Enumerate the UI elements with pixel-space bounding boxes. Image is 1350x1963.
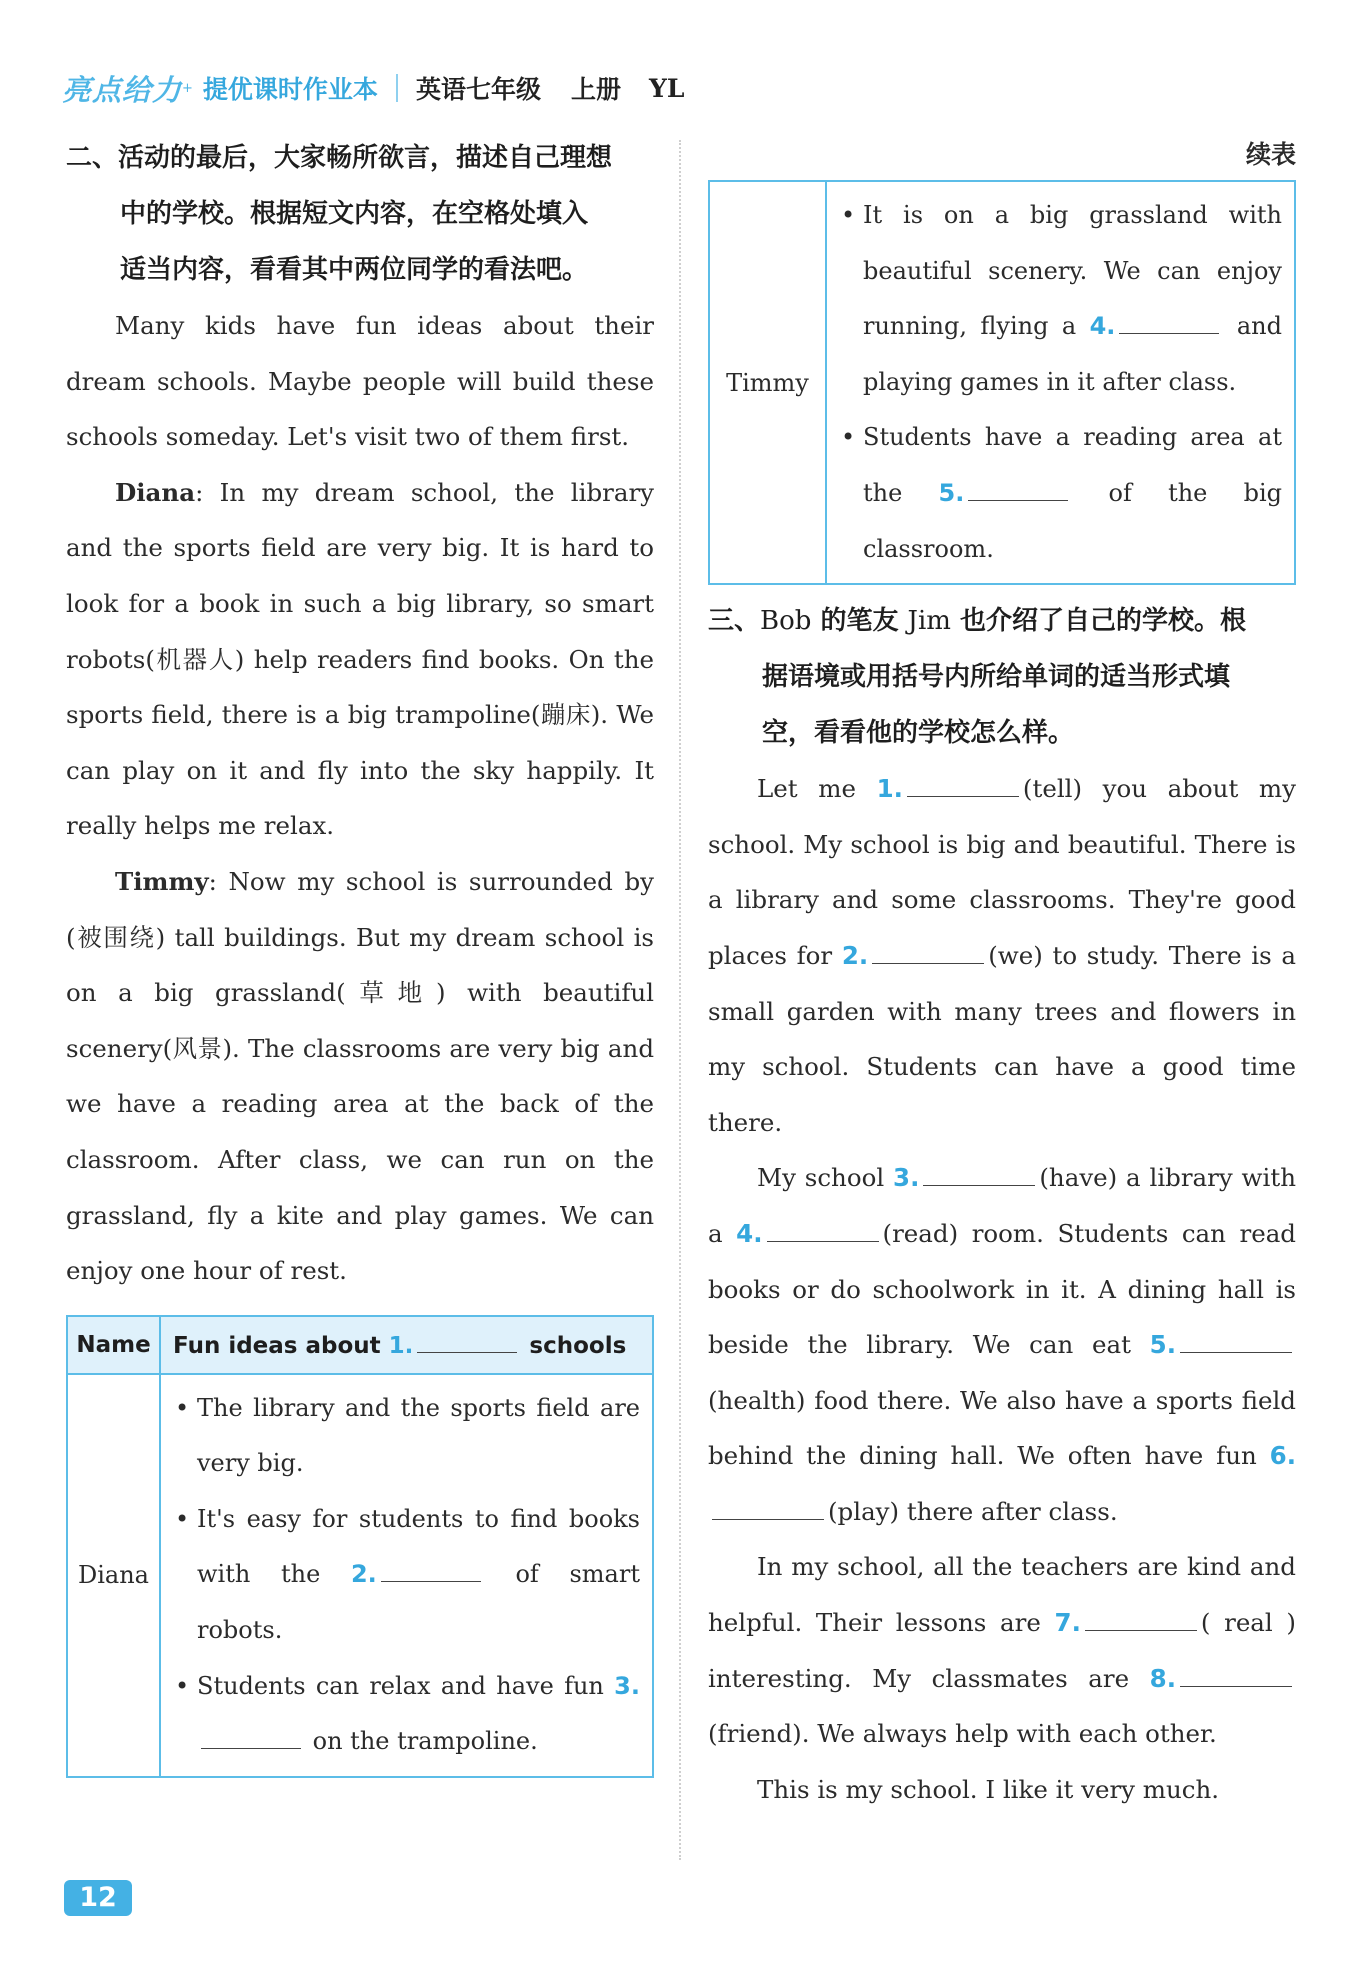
idea-text: on the trampoline. — [312, 1727, 538, 1756]
ideas-table — [66, 1315, 654, 1778]
para-text: (read) room. Students can read books or do schoolwork in it. A dining hall is beside the library. We can eat — [708, 1218, 1296, 1360]
blank-3[interactable] — [201, 1727, 301, 1749]
list-item — [841, 410, 1282, 577]
q4-number: 4. — [736, 1218, 763, 1248]
idea-text: and playing games in it after class. — [863, 312, 1282, 396]
blank-1[interactable] — [417, 1331, 517, 1353]
table-header-row — [67, 1316, 653, 1374]
col-name-header: Name — [67, 1316, 160, 1374]
blank-5-number: 5. — [938, 478, 965, 507]
heading-part: 也介绍了自己的学校。根 — [950, 606, 1246, 637]
heading-part: 三、 — [708, 606, 761, 637]
col-ideas-text: Fun ideas about — [173, 1332, 381, 1359]
q7-blank[interactable] — [1085, 1609, 1197, 1631]
header-divider — [396, 74, 398, 102]
volume-label: 上册 — [570, 75, 621, 104]
para-text: (play) there after class. — [828, 1496, 1118, 1526]
timmy-name-cell: Timmy — [709, 181, 826, 584]
brand-logo: 亮点给力 — [62, 72, 183, 107]
edition-label: YL — [648, 73, 685, 103]
jim-paragraph-3 — [708, 1539, 1296, 1761]
list-item — [175, 1659, 640, 1770]
idea-text: of smart robots. — [197, 1560, 640, 1645]
subject-title: 英语七年级 — [415, 75, 541, 104]
para-text: (tell) you about my school. My school is big and beautiful. There is a library and some classrooms. They're good places for — [708, 774, 1296, 970]
q6-blank[interactable] — [712, 1498, 824, 1520]
q3-blank[interactable] — [923, 1164, 1035, 1186]
section-3-heading-line1 — [708, 606, 1246, 636]
list-item — [841, 188, 1282, 410]
q2-blank[interactable] — [872, 942, 984, 964]
right-column — [708, 130, 1296, 1817]
page-number: 12 — [64, 1880, 132, 1916]
blank-4-number: 4. — [1089, 312, 1116, 341]
idea-text: It is on a big grassland with beautiful scenery. We can enjoy running, flying a — [863, 201, 1282, 341]
timmy-speaker: Timmy — [115, 866, 209, 896]
blank-5[interactable] — [968, 479, 1068, 501]
para-text: (health) food there. We also have a sports field behind the dining hall. We often have fun — [708, 1385, 1296, 1471]
jim-paragraph-1 — [708, 761, 1296, 1150]
blank-3-number: 3. — [614, 1671, 640, 1700]
blank-2[interactable] — [381, 1560, 481, 1582]
jim-paragraph-4: This is my school. I like it very much. — [757, 1774, 1220, 1804]
diana-ideas-list — [161, 1375, 652, 1776]
blank-2-number: 2. — [350, 1560, 377, 1589]
section-2-heading-line2: 中的学校。根据短文内容，在空格处填入 — [120, 199, 589, 229]
idea-text: Students have a reading area at the — [863, 423, 1282, 507]
para-text: (have) a library with a — [708, 1163, 1296, 1248]
list-item — [175, 1492, 640, 1659]
para-text: My school — [757, 1163, 885, 1193]
jim-paragraph-2 — [708, 1150, 1296, 1539]
q5-number: 5. — [1149, 1330, 1176, 1360]
series-title: 提优课时作业本 — [202, 75, 378, 104]
para-text: (we) to study. There is a small garden with many trees and flowers in my school. Students can have a good time there. — [708, 940, 1296, 1137]
section-3-heading-line2: 据语境或用括号内所给单词的适当形式填 — [762, 662, 1231, 693]
q1-number: 1. — [876, 774, 903, 804]
para-text: Let me — [757, 774, 856, 804]
table-row — [67, 1374, 653, 1777]
diana-speaker: Diana — [115, 477, 196, 507]
diana-ideas-cell — [160, 1374, 653, 1777]
col-ideas-header — [160, 1316, 653, 1374]
q1-blank[interactable] — [907, 775, 1019, 797]
timmy-ideas-list — [827, 182, 1294, 583]
section-2-heading-line1: 二、活动的最后，大家畅所欲言，描述自己理想 — [66, 143, 613, 173]
page-header — [62, 62, 684, 114]
section-3-heading — [708, 593, 1296, 761]
blank-1-number: 1. — [388, 1332, 414, 1359]
section-2-heading — [66, 130, 654, 298]
heading-part: 的笔友 — [811, 606, 908, 637]
para-text: ( real ) interesting. My classmates are — [708, 1608, 1296, 1693]
blank-4[interactable] — [1119, 312, 1219, 334]
section-3-heading-line3: 空，看看他的学校怎么样。 — [762, 718, 1075, 749]
intro-paragraph: Many kids have fun ideas about their dream schools. Maybe people will build these schools someday. Let's visit two of them first. — [66, 311, 654, 452]
idea-text: It's easy for students to find books with the — [197, 1504, 640, 1589]
idea-text: Students can relax and have fun — [197, 1671, 604, 1700]
para-text: (friend). We always help with each other. — [708, 1719, 1217, 1749]
diana-paragraph — [66, 465, 654, 854]
timmy-ideas-cell — [826, 181, 1295, 584]
table-row — [709, 181, 1295, 584]
diana-text: : In my dream school, the library and the sports field are very big. It is hard to look for a book in such a big library, so smart robots(机器人) help readers find books. On the sports field, there is a big trampoline(蹦床). We can play on it and fly into the sky happily. It really helps me relax. — [66, 477, 654, 841]
q4-blank[interactable] — [767, 1220, 879, 1242]
timmy-text: : Now my school is surrounded by (被围绕) tall buildings. But my dream school is on a big grassland(草地) with beautiful scenery(风景). The classrooms are very big and we have a reading area at the back of the classroom. After class, we can run on the grassland, fly a kite and play games. We can enjoy one hour of rest. — [66, 866, 654, 1286]
diana-name-cell: Diana — [67, 1374, 160, 1777]
q3-number: 3. — [893, 1163, 920, 1193]
continued-table-label: 续表 — [1245, 140, 1296, 169]
q7-number: 7. — [1054, 1608, 1081, 1638]
idea-text: of the big classroom. — [863, 478, 1282, 563]
list-item: • The library and the sports field are very big. — [175, 1381, 640, 1492]
left-column — [66, 130, 654, 1778]
ideas-table-continued — [708, 180, 1296, 585]
heading-part: Jim — [907, 606, 951, 637]
q2-number: 2. — [841, 940, 869, 970]
q5-blank[interactable] — [1180, 1331, 1292, 1353]
column-divider — [679, 140, 681, 1860]
brand-mark: + — [182, 80, 193, 96]
timmy-paragraph — [66, 854, 654, 1299]
q8-blank[interactable] — [1180, 1665, 1292, 1687]
section-2-heading-line3: 适当内容，看看其中两位同学的看法吧。 — [120, 255, 589, 285]
q6-number: 6. — [1269, 1441, 1296, 1471]
heading-part: Bob — [760, 606, 812, 637]
col-ideas-suffix: schools — [529, 1332, 627, 1359]
para-text: In my school, all the teachers are kind and helpful. Their lessons are — [708, 1552, 1296, 1638]
q8-number: 8. — [1149, 1663, 1176, 1693]
